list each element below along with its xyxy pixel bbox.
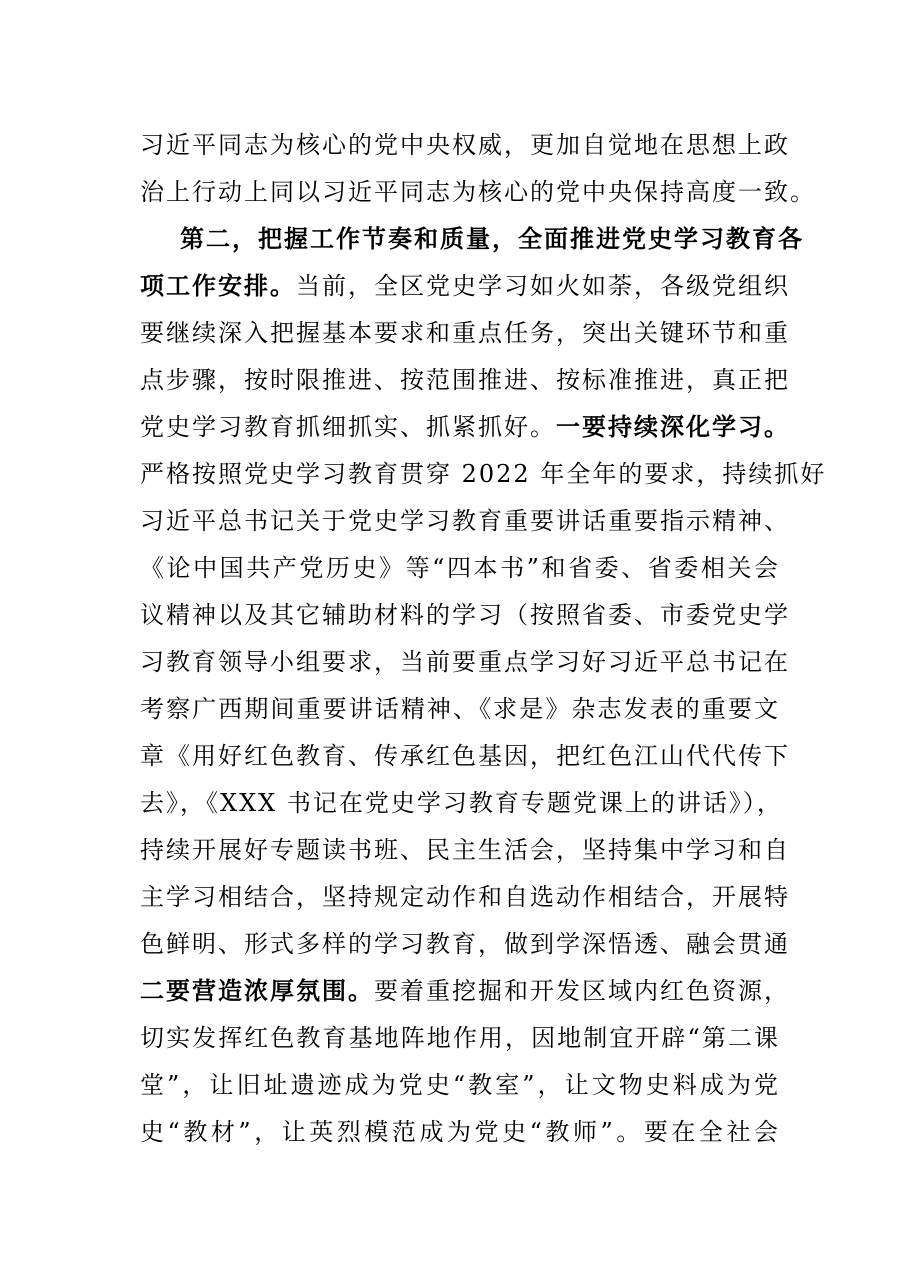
- text-segment: 严格按照党史学习教育贯穿 2022 年全年的要求，持续抓好: [140, 460, 827, 488]
- text-segment: 要继续深入把握基本要求和重点任务，突出关键环节和重: [140, 319, 790, 347]
- text-line: [140, 921, 790, 968]
- text-line: [140, 1015, 780, 1062]
- text-segment: 《论中国共产党历史》等“四本书”和省委、省委相关会: [140, 554, 780, 582]
- bold-text-segment: 第二，把握工作节奏和质量，全面推进党史学习教育各: [180, 225, 804, 253]
- text-segment: 习教育领导小组要求，当前要重点学习好习近平总书记在: [140, 648, 790, 676]
- text-segment: 持续开展好专题读书班、民主生活会，坚持集中学习和自: [140, 836, 790, 864]
- text-line: [140, 592, 790, 639]
- text-line: [140, 169, 816, 216]
- text-segment: 色鲜明、形式多样的学习教育，做到学深悟透、融会贯通: [140, 930, 790, 958]
- text-line: [140, 1062, 780, 1109]
- text-line: [140, 874, 790, 921]
- text-segment: 习近平总书记关于党史学习教育重要讲话重要指示精神、: [140, 507, 790, 535]
- text-segment: 习近平同志为核心的党中央权威，更加自觉地在思想上政: [140, 131, 790, 159]
- text-line: [140, 968, 790, 1015]
- text-line: [140, 122, 790, 169]
- document-body: [140, 122, 827, 1156]
- bold-text-segment: 项工作安排。: [140, 272, 296, 300]
- text-line: [140, 310, 790, 357]
- text-segment: 主学习相结合，坚持规定动作和自选动作相结合，开展特: [140, 883, 790, 911]
- text-segment: 点步骤，按时限推进、按范围推进、按标准推进，真正把: [140, 366, 790, 394]
- text-line: [140, 733, 790, 780]
- text-segment: 治上行动上同以习近平同志为核心的党中央保持高度一致。: [140, 178, 816, 206]
- text-segment: 议精神以及其它辅助材料的学习（按照省委、市委党史学: [140, 601, 790, 629]
- bold-text-segment: 二要营造浓厚氛围。: [140, 977, 374, 1005]
- text-line: [140, 545, 780, 592]
- text-segment: 史“教材”，让英烈模范成为党史“教师”。要在全社会: [140, 1118, 780, 1146]
- text-segment: 当前，全区党史学习如火如荼，各级党组织: [296, 272, 790, 300]
- text-line: [140, 639, 790, 686]
- text-segment: 党史学习教育抓细抓实、抓紧抓好。: [140, 413, 556, 441]
- text-segment: 要着重挖掘和开发区域内红色资源，: [374, 977, 790, 1005]
- text-segment: 考察广西期间重要讲话精神、《求是》杂志发表的重要文: [140, 695, 780, 723]
- text-segment: 章《用好红色教育、传承红色基因，把红色江山代代传下: [140, 742, 790, 770]
- text-line: [140, 498, 790, 545]
- text-line: [140, 216, 804, 263]
- text-line: [140, 357, 790, 404]
- text-line: [140, 1109, 780, 1156]
- text-line: [140, 404, 790, 451]
- text-segment: 切实发挥红色教育基地阵地作用，因地制宜开辟“第二课: [140, 1024, 780, 1052]
- bold-text-segment: 一要持续深化学习。: [556, 413, 790, 441]
- text-line: [140, 827, 790, 874]
- text-segment: 去》，《XXX 书记在党史学习教育专题党课上的讲话》），: [140, 789, 783, 817]
- text-line: [140, 263, 790, 310]
- text-segment: 堂”，让旧址遗迹成为党史“教室”，让文物史料成为党: [140, 1071, 780, 1099]
- text-line: [140, 451, 827, 498]
- text-line: [140, 780, 783, 827]
- text-line: [140, 686, 780, 733]
